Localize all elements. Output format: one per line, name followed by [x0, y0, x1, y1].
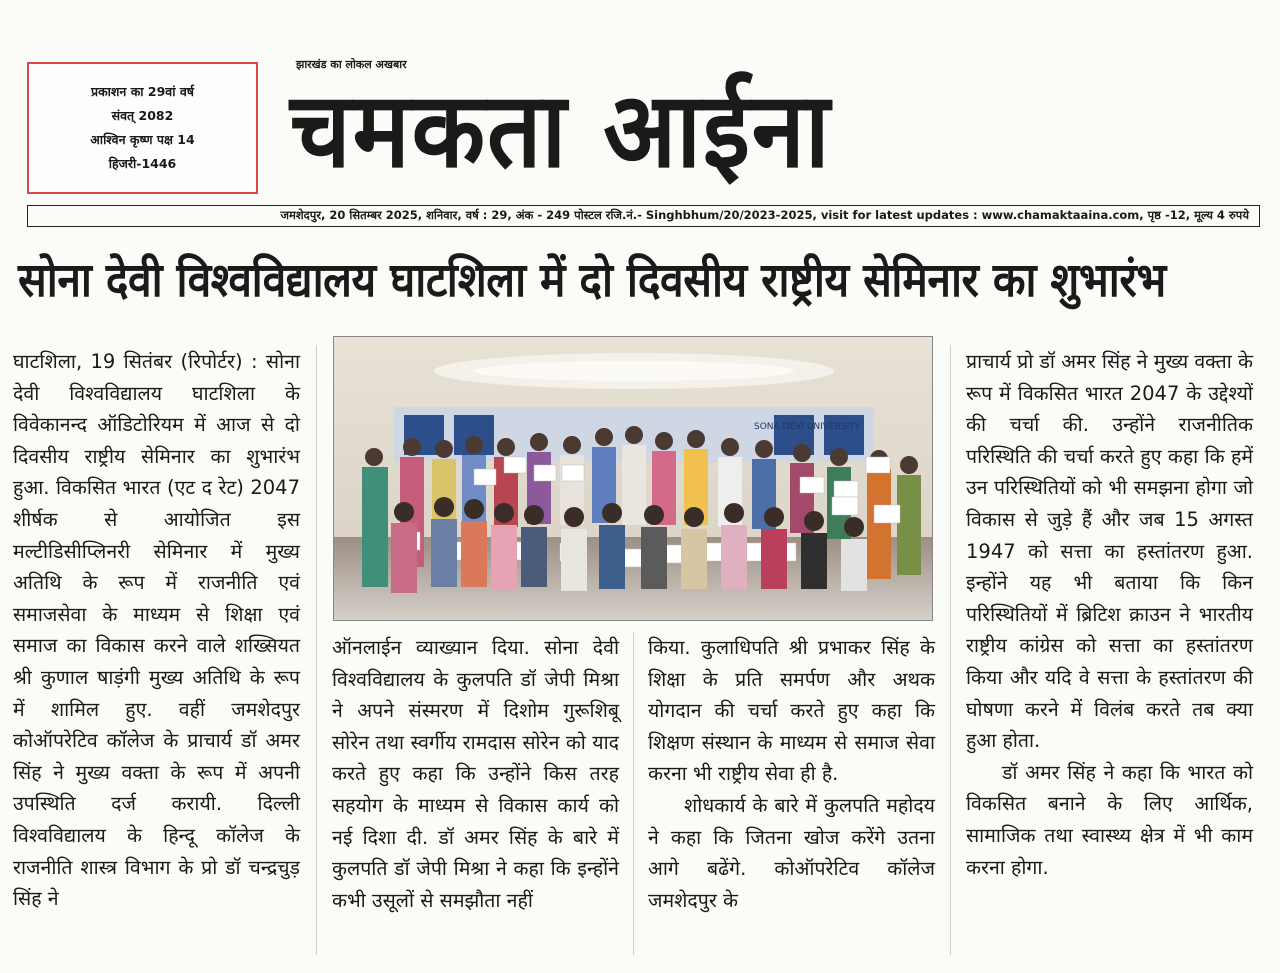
info-line-publication-year: प्रकाशन का 29वां वर्ष: [90, 84, 195, 99]
column-divider: [633, 632, 634, 955]
article-paragraph: प्राचार्य प्रो डॉ अमर सिंह ने मुख्य वक्ता के रूप में विकसित भारत 2047 के उद्देश्यों की चर्चा की. उन्होंने राजनीतिक परिस्थिति की चर्चा करते हुए कहा कि हमें उन परिस्थितियों को भी समझना होगा जो विकास से जुड़े हैं और जब 15 अगस्त 1947 को सत्ता का हस्तांतरण हुआ. इन्होंने यह भी बताया कि किन परिस्थितियों में ब्रिटिश क्राउन ने भारतीय राष्ट्रीय कांग्रेस को सत्ता का हस्तांतरण किया और यदि वे सत्ता के हस्तांतरण की घोषणा करने में विलंब करते तब क्या हुआ होता.: [966, 350, 1253, 753]
group-photo-image: [334, 337, 933, 621]
info-line-paksha: आश्विन कृष्ण पक्ष 14: [90, 132, 195, 147]
article-paragraph: शोधकार्य के बारे में कुलपति महोदय ने कहा कि जितना खोज करेंगे उतना आगे बढेंगे. कोऑपरेटिव कॉलेज जमशेदपुर के: [648, 793, 935, 912]
article-column-3: [648, 632, 935, 916]
masthead-tagline: झारखंड का लोकल अखबार: [296, 58, 407, 71]
seminar-group-photo: [333, 336, 933, 621]
article-paragraph: घाटशिला, 19 सितंबर (रिपोर्टर) : सोना देवी विश्वविद्यालय घाटशिला के विवेकानन्द ऑडिटोरियम में आज से दो दिवसीय राष्ट्रीय सेमिनार का शुभारंभ हुआ. विकसित भारत (एट द रेट) 2047 शीर्षक से आयोजित इस मल्टीडिसीप्लिनरी सेमिनार में मुख्य अतिथि के रूप में राजनीति एवं समाजसेवा के माध्यम से शिक्षा एवं समाज का विकास करने वाले शख्सियत श्री कुणाल षाड़ंगी मुख्य अतिथि के रूप में शामिल हुए. वहीं जमशेदपुर कोऑपरेटिव कॉलेज के प्राचार्य डॉ अमर सिंह ने मुख्य वक्ता के रूप में अपनी उपस्थिति दर्ज करायी. दिल्ली विश्वविद्यालय के हिन्दू कॉलेज के राजनीति शास्त्र विभाग के प्रो डॉ चन्द्रचुड़ सिंह ने: [13, 350, 300, 911]
dateline-bar: जमशेदपुर, 20 सितम्बर 2025, शनिवार, वर्ष : 29, अंक - 249 पोस्टल रजि.नं.- Singhbhum/20/2023-2025, visit for latest updates : www.chamaktaaina.com, पृष्ठ -12, मूल्य 4 रुपये: [27, 205, 1260, 227]
column-divider: [316, 345, 317, 955]
newspaper-title: चमकता आईना: [290, 69, 832, 191]
column-divider: [950, 345, 951, 955]
article-paragraph: डॉ अमर सिंह ने कहा कि भारत को विकसित बनाने के लिए आर्थिक, सामाजिक तथा स्वास्थ्य क्षेत्र में भी काम करना होगा.: [966, 760, 1253, 879]
article-headline: सोना देवी विश्वविद्यालय घाटशिला में दो दिवसीय राष्ट्रीय सेमिनार का शुभारंभ: [18, 253, 1166, 308]
article-paragraph: ऑनलाईन व्याख्यान दिया. सोना देवी विश्वविद्यालय के कुलपति डॉ जेपी मिश्रा ने अपने संस्मरण में दिशोम गुरूशिबू सोरेन तथा स्वर्गीय रामदास सोरेन को याद करते हुए कहा कि उन्होंने किस तरह सहयोग के माध्यम से विकास कार्य को नई दिशा दी. डॉ अमर सिंह के बारे में कुलपति डॉ जेपी मिश्रा ने कहा कि इन्होंने कभी उसूलों से समझौता नहीं: [332, 636, 619, 912]
info-line-hijri: हिजरी-1446: [108, 156, 177, 171]
photo-banner-text: SONA DEVI UNIVERSITY: [754, 422, 861, 432]
article-paragraph: किया. कुलाधिपति श्री प्रभाकर सिंह के शिक्षा के प्रति समर्पण और अथक योगदान की चर्चा करते हुए कहा कि शिक्षण संस्थान के माध्यम से समाज सेवा करना भी राष्ट्रीय सेवा ही है.: [648, 636, 935, 786]
info-line-samvat: संवत् 2082: [111, 108, 174, 123]
article-column-1: [13, 346, 300, 915]
article-column-4: [966, 346, 1253, 883]
masthead-info-box: [27, 62, 258, 194]
article-column-2: [332, 632, 619, 916]
